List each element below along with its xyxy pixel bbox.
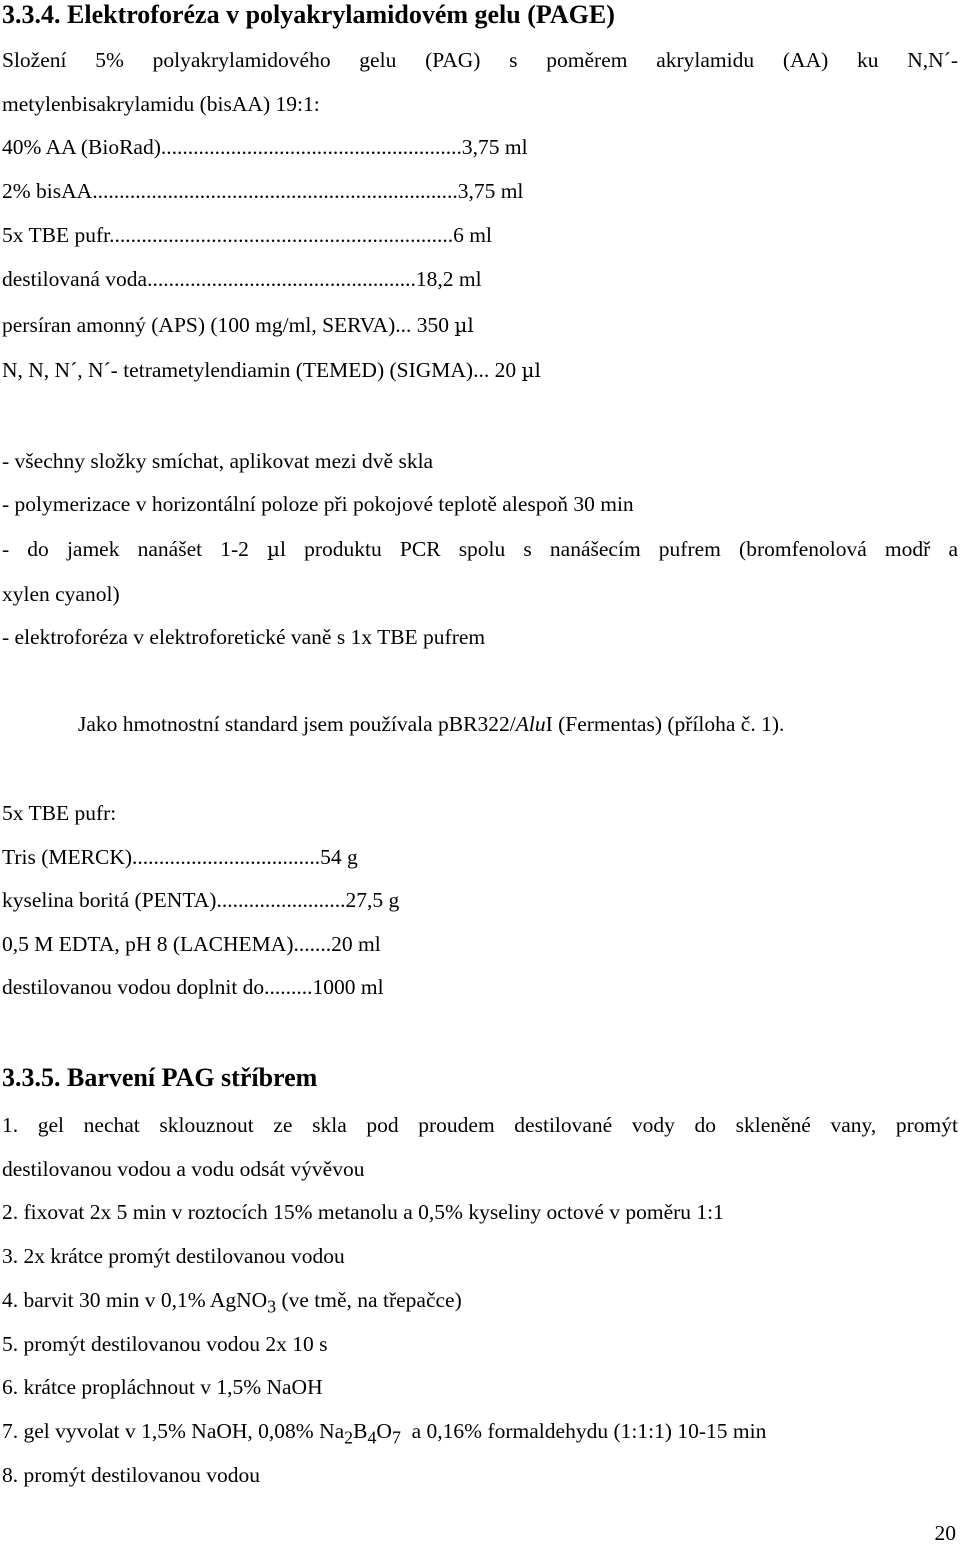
recipe-amount: 18,2 ml [415,267,482,291]
recipe-item [2,134,528,160]
staining-step [2,1287,462,1319]
note-text: I (Fermentas) (příloha č. 1). [545,712,785,736]
tbe-amount: 27,5 g [345,888,400,912]
procedure-step [2,536,958,562]
leader-dots: ................................................................ [109,223,454,247]
recipe-item [2,357,541,383]
procedure-step-continued: xylen cyanol) [2,582,120,606]
note-italic: Alu [515,712,546,736]
recipe-amount: 350 [416,313,455,337]
tbe-name: Tris (MERCK) [2,845,133,869]
leader-dots: ......... [264,975,313,999]
procedure-step: - všechny složky smíchat, aplikovat mezi dvě skla [2,449,434,473]
recipe-item [2,178,523,204]
step-text: a 0,16% formaldehydu (1:1:1) 10-15 min [400,1419,767,1443]
tbe-title: 5x TBE pufr: [2,801,117,825]
tbe-amount: 1000 ml [312,975,384,999]
tbe-name: 0,5 M EDTA, pH 8 (LACHEMA) [2,932,294,956]
leader-dots: .................................................................... [92,179,458,203]
subscript: 4 [367,1427,377,1448]
subscript: 3 [267,1296,277,1317]
tbe-name: kyselina boritá (PENTA) [2,888,217,912]
procedure-step: - elektroforéza v elektroforetické vaně s 1x TBE pufrem [2,625,486,649]
formula-part: O [376,1419,392,1443]
leader-dots: ....... [293,932,332,956]
staining-step: 8. promýt destilovanou vodou [2,1463,260,1487]
recipe-unit: µl [521,358,541,382]
recipe-name: persíran amonný (APS) (100 mg/ml, SERVA) [2,313,396,337]
section-heading: 3.3.5. Barvení PAG stříbrem [2,1063,318,1092]
staining-step: 3. 2x krátce promýt destilovanou vodou [2,1244,345,1268]
recipe-name: 40% AA (BioRad) [2,135,161,159]
recipe-name: 2% bisAA [2,179,93,203]
recipe-amount: 3,75 ml [457,179,524,203]
recipe-amount: 6 ml [453,223,492,247]
staining-step-continued: destilovanou vodou a vodu odsát vývěvou [2,1157,365,1181]
staining-step: 6. krátce propláchnout v 1,5% NaOH [2,1375,323,1399]
recipe-amount: 3,75 ml [461,135,528,159]
leader-dots: .................................................. [147,267,416,291]
formula-part: B [353,1419,368,1443]
tbe-amount: 54 g [320,845,358,869]
staining-step: 5. promýt destilovanou vodou 2x 10 s [2,1332,328,1356]
staining-step: 1. gel nechat sklouznout ze skla pod proudem destilované vody do skleněné vany, promýt [2,1113,958,1137]
step-text: 7. gel vyvolat v 1,5% NaOH, 0,08% Na [2,1419,345,1443]
subscript: 2 [344,1427,354,1448]
leader-dots: ... [473,358,490,382]
leader-dots: ........................ [216,888,346,912]
tbe-name: destilovanou vodou doplnit do [2,975,265,999]
recipe-name: 5x TBE pufr [2,223,110,247]
mu-symbol: µ [267,537,281,561]
subscript: 7 [391,1427,401,1448]
step-text: l produktu PCR spolu s nanášecím pufrem (bromfenolová modř a [280,537,958,561]
tbe-item [2,844,358,870]
recipe-item [2,266,482,292]
staining-step [2,1418,766,1450]
leader-dots: ................................... [132,845,321,869]
page-number: 20 [934,1521,956,1545]
note-text: Jako hmotnostní standard jsem používala pBR322/ [78,712,516,736]
leader-dots: ........................................................ [160,135,462,159]
leader-dots: ... [395,313,412,337]
procedure-step: - polymerizace v horizontální poloze při pokojové teplotě alespoň 30 min [2,492,634,516]
standard-note [78,711,784,737]
tbe-item [2,931,381,957]
tbe-amount: 20 ml [331,932,381,956]
recipe-name: destilovaná voda [2,267,148,291]
intro-line: metylenbisakrylamidu (bisAA) 19:1: [2,92,320,116]
step-text: (ve tmě, na třepačce) [276,1288,462,1312]
tbe-item [2,887,399,913]
section-heading: 3.3.4. Elektroforéza v polyakrylamidovém gelu (PAGE) [2,0,615,29]
step-text: 4. barvit 30 min v 0,1% AgNO [2,1288,268,1312]
recipe-item [2,312,474,338]
step-text: - do jamek nanášet 1-2 [2,537,268,561]
recipe-unit: µl [454,313,474,337]
recipe-amount: 20 [494,358,522,382]
recipe-item [2,222,492,248]
staining-step: 2. fixovat 2x 5 min v roztocích 15% metanolu a 0,5% kyseliny octové v poměru 1:1 [2,1200,724,1224]
intro-line: Složení 5% polyakrylamidového gelu (PAG) s poměrem akrylamidu (AA) ku N,N´- [2,48,958,72]
tbe-item [2,974,384,1000]
recipe-name: N, N, N´, N´- tetrametylendiamin (TEMED) (SIGMA) [2,358,474,382]
